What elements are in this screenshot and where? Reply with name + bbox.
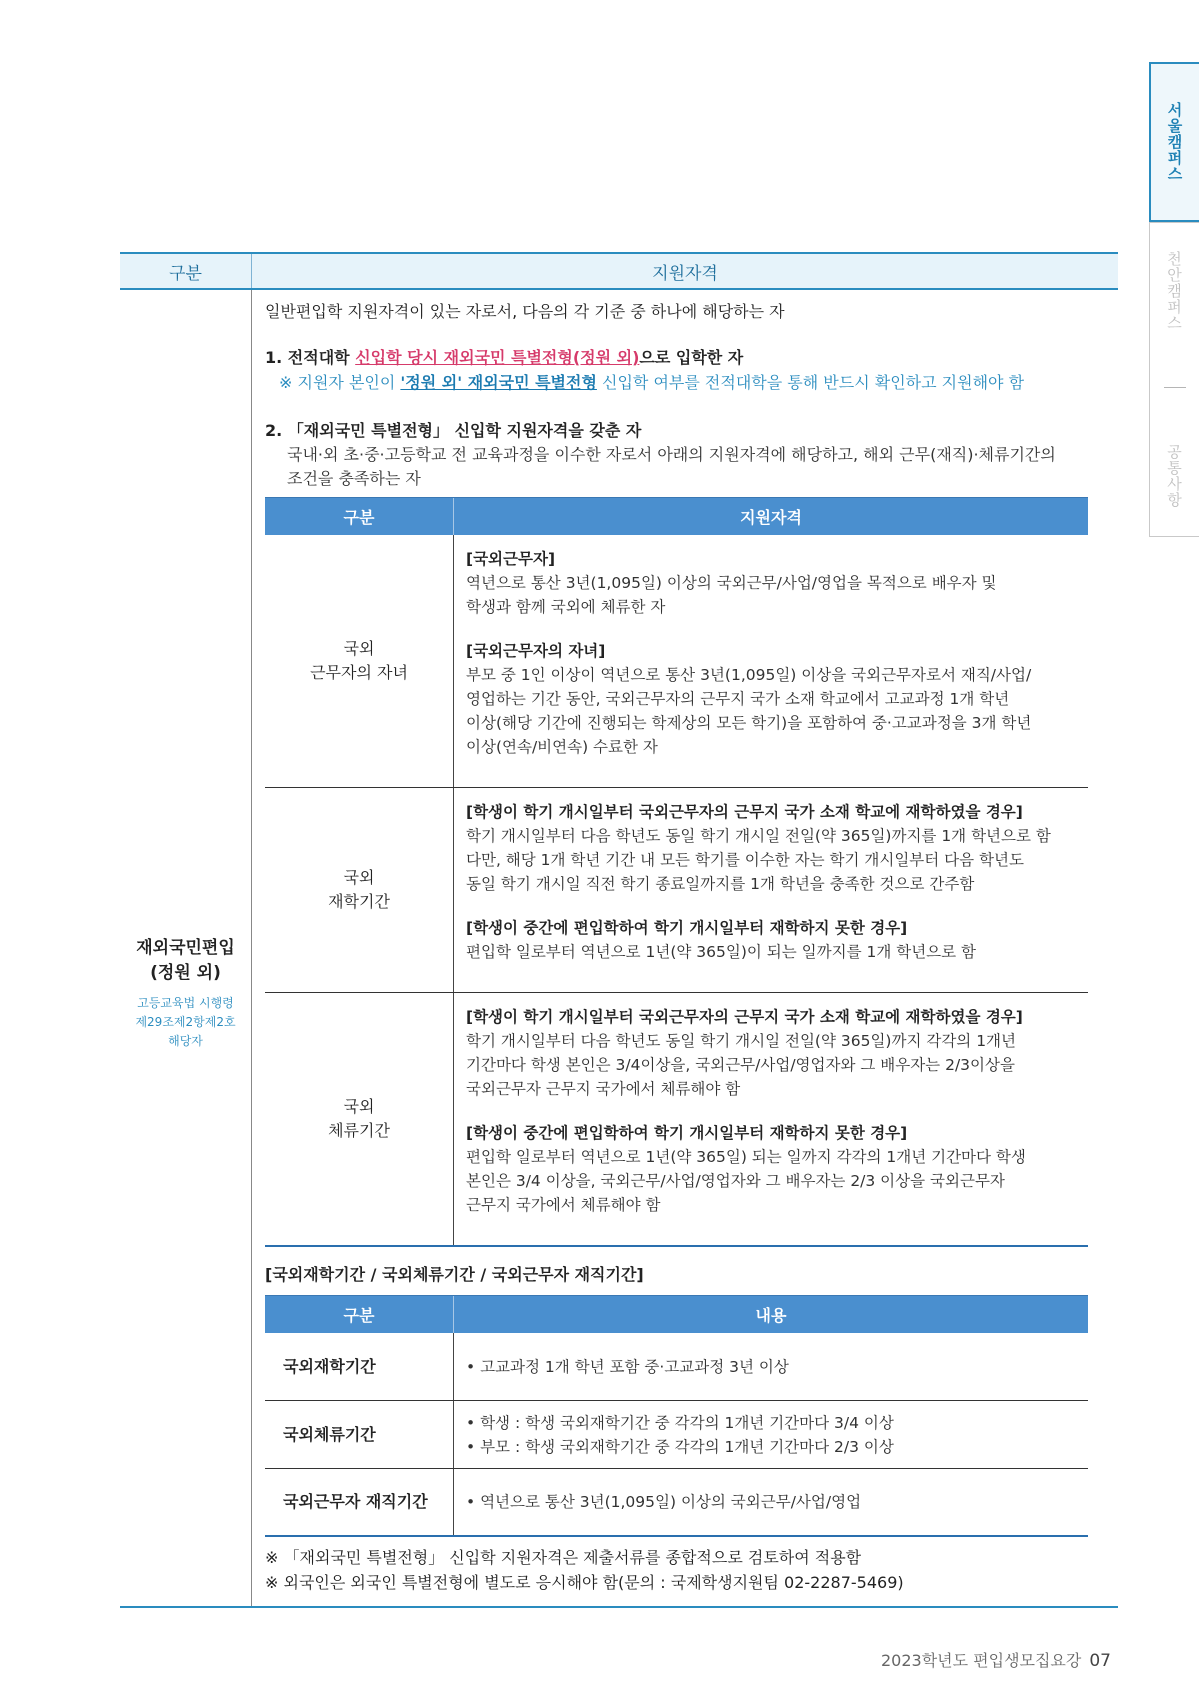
overseas-criteria-header — [265, 497, 1088, 535]
period-header-content: 내용 — [755, 1306, 787, 1325]
row-bullet: • 부모 : 학생 국외재학기간 중 각각의 1개년 기간마다 2/3 이상 — [466, 1437, 894, 1456]
block-title: [학생이 중간에 편입학하여 학기 개시일부터 재학하지 못한 경우] — [466, 919, 908, 937]
eligibility-table-body — [120, 290, 1118, 1608]
page-footer — [881, 1648, 1111, 1671]
spacer — [466, 1101, 1078, 1121]
row-label-line1: 국외 — [343, 1097, 375, 1116]
category-title-line2: (정원 외) — [150, 962, 221, 983]
row-content — [454, 1469, 1088, 1535]
row-label-line2: 체류기간 — [328, 1121, 390, 1140]
tab-seoul-campus[interactable] — [1149, 62, 1199, 222]
row-content — [454, 788, 1088, 992]
block-line: 국외근무자 근무지 국가에서 체류해야 함 — [466, 1080, 741, 1098]
overseas-criteria-table — [265, 497, 1088, 1247]
period-table-header — [265, 1295, 1088, 1333]
criterion-1-suffix: 으로 입학한 자 — [639, 348, 744, 367]
page-number: 07 — [1089, 1651, 1111, 1671]
eligibility-table — [120, 252, 1118, 1608]
block-line: 본인은 3/4 이상을, 국외근무/사업/영업자와 그 배우자는 2/3 이상을 국외근무자 — [466, 1172, 1005, 1190]
block-line: 기간마다 학생 본인은 3/4이상을, 국외근무/사업/영업자와 그 배우자는 2/3이상을 — [466, 1056, 1015, 1074]
category-title — [136, 936, 235, 986]
table-row — [265, 993, 1088, 1247]
row-label — [265, 535, 454, 787]
row-content — [454, 1401, 1088, 1468]
block-line: 역년으로 통산 3년(1,095일) 이상의 국외근무/사업/영업을 목적으로 배우자 및 — [466, 574, 997, 592]
table-row — [265, 1333, 1088, 1401]
row-label-line1: 국외 — [343, 639, 375, 658]
row-bullet: • 고교과정 1개 학년 포함 중·고교과정 3년 이상 — [466, 1357, 789, 1376]
row-content — [454, 1333, 1088, 1400]
block-line: 이상(연속/비연속) 수료한 자 — [466, 738, 658, 756]
criterion-1-title — [265, 346, 1118, 370]
block-line: 다만, 해당 1개 학년 기간 내 모든 학기를 이수한 자는 학기 개시일부터 다음 학년도 — [466, 851, 1024, 869]
tab-seoul-campus-label: 서울캠퍼스 — [1165, 102, 1184, 182]
block-line: 학기 개시일부터 다음 학년도 동일 학기 개시일 전일(약 365일)까지를 1개 학년으로 함 — [466, 827, 1051, 845]
block-line: 동일 학기 개시일 직전 학기 종료일까지를 1개 학년을 충족한 것으로 간주함 — [466, 875, 975, 893]
row-label-line2: 근무자의 자녀 — [310, 663, 408, 682]
block-title: [학생이 학기 개시일부터 국외근무자의 근무지 국가 소재 학교에 재학하였을 경우] — [466, 1008, 1023, 1026]
criterion-2-desc-line2: 조건을 충족하는 자 — [287, 469, 421, 488]
overseas-header-category: 구분 — [265, 498, 454, 535]
legal-basis-line2: 제29조제2항제2호 — [135, 1014, 236, 1029]
period-header-category: 구분 — [265, 1296, 454, 1333]
note-highlight: '정원 외' 재외국민 특별전형 — [400, 373, 597, 392]
block-line: 학기 개시일부터 다음 학년도 동일 학기 개시일 전일(약 365일)까지 각각의 1개년 — [466, 1032, 1017, 1050]
tab-common[interactable]: 공통사항 — [1165, 444, 1183, 508]
criterion-1-prefix: 1. 전적대학 — [265, 348, 356, 367]
block-line: 이상(해당 기간에 진행되는 학제상의 모든 학기)을 포함하여 중·고교과정을 3개 학년 — [466, 714, 1032, 732]
row-bullet: • 학생 : 학생 국외재학기간 중 각각의 1개년 기간마다 3/4 이상 — [466, 1413, 894, 1432]
table-row — [265, 1469, 1088, 1537]
block-line: 근무지 국가에서 체류해야 함 — [466, 1196, 661, 1214]
period-table-label: [국외재학기간 / 국외체류기간 / 국외근무자 재직기간] — [265, 1265, 644, 1284]
row-label: 국외재학기간 — [265, 1333, 454, 1400]
criterion-2-desc — [265, 443, 1118, 491]
foot-notes — [265, 1545, 1118, 1595]
category-cell — [120, 290, 252, 1606]
category-title-line1: 재외국민편입 — [136, 937, 235, 958]
intro-text: 일반편입학 지원자격이 있는 자로서, 다음의 각 기준 중 하나에 해당하는 자 — [265, 302, 785, 321]
row-label — [265, 788, 454, 992]
tab-divider — [1164, 387, 1186, 388]
legal-basis-line3: 해당자 — [168, 1033, 203, 1048]
criterion-2-desc-line1: 국내·외 초·중·고등학교 전 교육과정을 이수한 자로서 아래의 지원자격에 해당하고, 해외 근무(재직)·체류기간의 — [287, 445, 1056, 464]
period-table — [265, 1295, 1088, 1537]
foot-note-2: ※ 외국인은 외국인 특별전형에 별도로 응시해야 함(문의 : 국제학생지원팀 02-2287-5469) — [265, 1573, 904, 1592]
block-title: [국외근무자] — [466, 550, 556, 568]
tab-cheonan-campus[interactable]: 천안캠퍼스 — [1165, 251, 1183, 331]
table-row — [265, 1401, 1088, 1469]
row-bullet: • 역년으로 통산 3년(1,095일) 이상의 국외근무/사업/영업 — [466, 1493, 862, 1511]
footer-title: 2023학년도 편입생모집요강 — [880, 1651, 1082, 1670]
criterion-1 — [265, 346, 1118, 395]
block-title: [국외근무자의 자녀] — [466, 642, 606, 660]
foot-note-1: ※ 「재외국민 특별전형」 신입학 지원자격은 제출서류를 종합적으로 검토하여 적용함 — [265, 1548, 862, 1567]
header-category: 구분 — [120, 254, 252, 288]
block-title: [학생이 중간에 편입학하여 학기 개시일부터 재학하지 못한 경우] — [466, 1124, 908, 1142]
spacer — [466, 619, 1078, 639]
block-line: 영업하는 기간 동안, 국외근무자의 근무지 국가 소재 학교에서 고교과정 1개 학년 — [466, 690, 1010, 708]
note-prefix: ※ 지원자 본인이 — [279, 373, 401, 392]
eligibility-table-header — [120, 252, 1118, 290]
note-suffix: 신입학 여부를 전적대학을 통해 반드시 확인하고 지원해야 함 — [596, 373, 1025, 392]
criterion-1-note — [265, 370, 1118, 395]
criterion-1-highlight: 신입학 당시 재외국민 특별전형(정원 외) — [355, 348, 640, 367]
category-legal-basis — [135, 994, 235, 1051]
legal-basis-line1: 고등교육법 시행령 — [137, 995, 234, 1010]
block-line: 부모 중 1인 이상이 역년으로 통산 3년(1,095일) 이상을 국외근무자로서 재직/사업/ — [466, 666, 1032, 684]
row-label — [265, 993, 454, 1245]
block-line: 학생과 함께 국외에 체류한 자 — [466, 598, 666, 616]
header-eligibility: 지원자격 — [652, 263, 718, 284]
eligibility-content — [252, 290, 1118, 1606]
row-label-line2: 재학기간 — [328, 892, 390, 911]
row-label-line1: 국외 — [343, 868, 375, 887]
criterion-2-title: 2. 「재외국민 특별전형」 신입학 지원자격을 갖춘 자 — [265, 421, 642, 440]
spacer — [466, 896, 1078, 916]
block-line: 편입학 일로부터 역년으로 1년(약 365일)이 되는 일까지를 1개 학년으로 함 — [466, 943, 977, 961]
row-label: 국외체류기간 — [265, 1401, 454, 1468]
table-row — [265, 788, 1088, 993]
tab-group-others — [1149, 222, 1199, 537]
block-title: [학생이 학기 개시일부터 국외근무자의 근무지 국가 소재 학교에 재학하였을 경우] — [466, 803, 1023, 821]
row-label: 국외근무자 재직기간 — [265, 1469, 454, 1535]
row-content — [454, 993, 1088, 1245]
row-content — [454, 535, 1088, 787]
overseas-header-eligibility: 지원자격 — [740, 508, 802, 527]
block-line: 편입학 일로부터 역년으로 1년(약 365일) 되는 일까지 각각의 1개년 기간마다 학생 — [466, 1148, 1026, 1166]
criterion-2 — [265, 419, 1118, 491]
table-row — [265, 535, 1088, 788]
